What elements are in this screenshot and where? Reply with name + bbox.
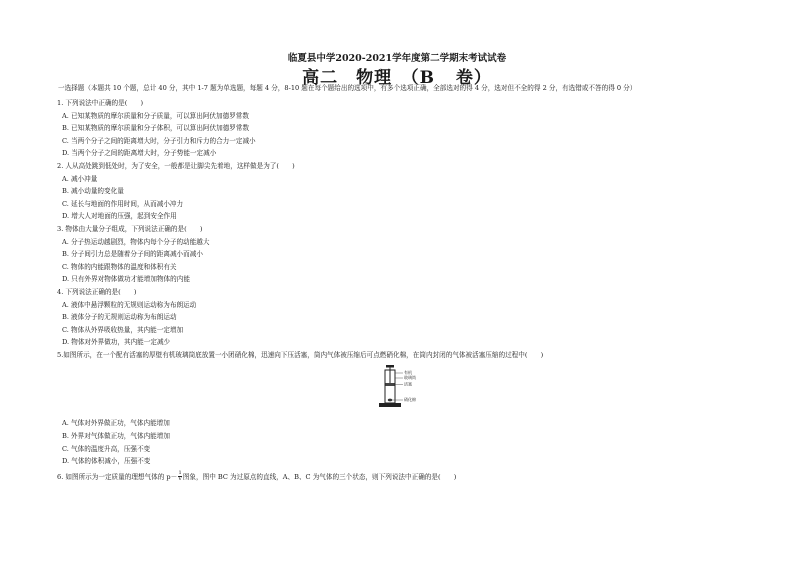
fraction-numerator: 1: [178, 470, 182, 477]
question-2-option-b: B. 减小动量的变化量: [62, 187, 124, 196]
piston: [386, 383, 395, 386]
question-4-option-d: D. 物体对外界做功，其内能一定减少: [62, 338, 171, 347]
question-2-stem: 2. 人从高处跳到低处时，为了安全，一般都是让脚尖先着地，这样做是为了( ): [57, 161, 295, 170]
fraction-one-over-v: [178, 471, 182, 482]
question-6-text-after: 图象，图中 BC 为过原点的直线，A、B、C 为气体的三个状态，则下列说法中正确的是( ): [182, 472, 457, 481]
question-4-option-a: A. 液体中悬浮颗粒的无规则运动称为布朗运动: [62, 300, 197, 309]
glass-cylinder-diagram: [376, 365, 436, 410]
question-5-option-d: D. 气体的体积减小，压强不变: [62, 457, 151, 466]
question-5-option-c: C. 气体的温度升高，压强不变: [62, 444, 151, 453]
exam-main-title: 高二 物理 （B 卷）: [302, 68, 492, 88]
question-4-stem: 4. 下列说法正确的是( ): [57, 287, 137, 296]
section-intro: 一选择题（本题共 10 个题，总计 40 分，其中 1-7 题为单选题，每题 4 分，8-10 题在每个题给出的选项中，有多个选项正确，全部选对的得 4 分，选对但不全的得 2 分，有选错或不答的得 0 分）: [58, 84, 637, 92]
label-organic: 有机: [404, 370, 412, 375]
question-3-stem: 3. 物体由大量分子组成，下列说法正确的是( ): [57, 224, 203, 233]
fraction-denominator: V: [178, 476, 182, 483]
question-1-option-a: A. 已知某物质的摩尔质量和分子质量，可以算出阿伏加德罗常数: [62, 111, 249, 120]
label-piston: 活塞: [404, 381, 412, 387]
cylinder-base: [379, 403, 401, 407]
glass-cylinder-figure: [376, 365, 436, 410]
question-1-option-c: C. 当两个分子之间的距离增大时，分子引力和斥力的合力一定减小: [62, 136, 256, 145]
question-3-option-c: C. 物体的内能跟物体的温度和体积有关: [62, 262, 177, 271]
school-title: 临夏县中学2020-2021学年度第二学期末考试试卷: [287, 53, 507, 64]
question-6-stem: [57, 471, 757, 484]
question-list: [57, 97, 757, 483]
question-1-option-d: D. 当两个分子之间的距离增大时，分子势能一定减小: [62, 149, 217, 158]
question-3-option-d: D. 只有外界对物体做功才能增加物体的内能: [62, 275, 190, 284]
question-1-option-b: B. 已知某物质的摩尔质量和分子体积，可以算出阿伏加德罗常数: [62, 124, 250, 133]
label-glass-tube: 玻璃筒: [404, 375, 416, 380]
question-1-stem: 1. 下列说法中正确的是( ): [57, 99, 144, 107]
question-2-option-a: A. 减小冲量: [62, 174, 98, 183]
piston-handle: [386, 365, 394, 368]
question-5-option-b: B. 外界对气体做正功，气体内能增加: [62, 432, 170, 441]
question-6-text-before: 6. 如图所示为一定质量的理想气体的 p－: [57, 472, 178, 481]
question-5-option-a: A. 气体对外界做正功，气体内能增加: [62, 419, 170, 428]
nitrocellulose: [388, 399, 392, 402]
question-5-stem: 5.如图所示，在一个配有活塞的厚壁有机玻璃筒底放置一小团硝化棉，迅速向下压活塞，筒内气体被压缩后可点燃硝化棉，在筒内封闭的气体被活塞压缩的过程中( ): [57, 350, 544, 359]
label-nitrocellulose: 硝化棉: [404, 397, 416, 402]
question-2-option-d: D. 增大人对地面的压强，起到安全作用: [62, 212, 177, 221]
question-3-option-a: A. 分子热运动越剧烈，物体内每个分子的动能越大: [62, 237, 210, 246]
question-2-option-c: C. 延长与地面的作用时间，从而减小冲力: [62, 199, 184, 208]
question-4-option-c: C. 物体从外界吸收热量，其内能一定增加: [62, 325, 184, 334]
question-3-option-b: B. 分子间引力总是随着分子间的距离减小而减小: [62, 250, 203, 259]
question-4-option-b: B. 液体分子的无规则运动称为布朗运动: [62, 313, 177, 322]
